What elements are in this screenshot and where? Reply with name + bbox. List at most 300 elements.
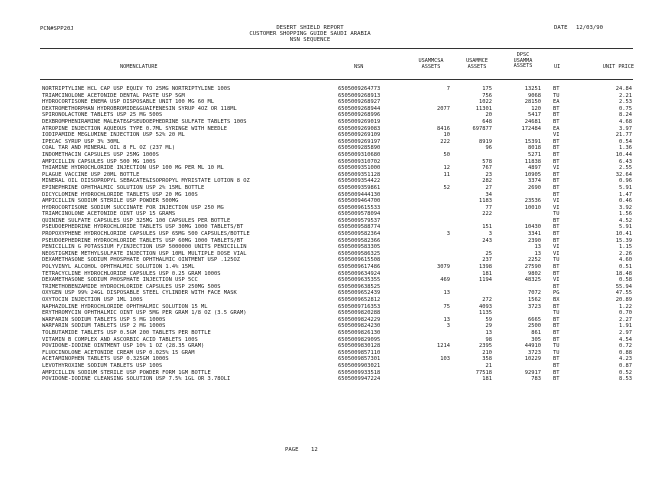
unit-price-cell: 47.55 [615,290,632,297]
unit-of-issue-cell: VI [553,204,560,211]
unit-of-issue-cell: TU [553,92,560,99]
usammce-assets-cell: 181 [482,270,492,277]
col-header-nomenclature: NOMENCLATURE [120,64,158,70]
table-row [0,119,651,126]
unit-price-cell: 24.84 [615,86,632,92]
table-row [0,132,651,139]
table-row [0,99,651,106]
unit-of-issue-cell: BT [553,145,560,152]
usammce-assets-cell: 98 [485,336,492,343]
nsn-cell: 6505009359861 [338,184,381,191]
unit-price-cell: 5.91 [619,184,632,191]
unit-price-cell: 0.72 [619,343,632,350]
nomenclature-cell: PLAGUE VACCINE USP 20ML BOTTLE [42,171,140,178]
dpsc-assets-cell: 1562 [528,297,541,303]
nomenclature-cell: LEVOTHYROXINE SODIUM TABLETS USP 100S [42,362,163,369]
table-row [0,297,651,304]
dpsc-assets-cell: 5417 [528,112,541,119]
table-row [0,350,651,357]
table-row [0,231,651,238]
nomenclature-cell: DEXTROMETHORPHAN HYDROBROMIDE&GUAIFENESIN SYRUP 4OZ OR 118ML [42,105,237,112]
unit-of-issue-cell: BT [553,217,560,224]
nsn-cell: 6505009716353 [338,303,381,310]
usammce-assets-cell: 4093 [479,303,492,310]
nsn-cell: 6505009586325 [338,250,381,257]
unit-price-cell: 4.54 [619,336,632,343]
table-row [0,290,651,297]
nsn-cell: 6505009829095 [338,336,381,343]
usammcsa-assets-cell: 75 [443,303,450,310]
usammce-assets-cell: 210 [482,349,492,356]
table-row [0,376,651,383]
dpsc-assets-cell: 3723 [528,349,541,356]
usammce-assets-cell: 59 [485,316,492,323]
nsn-cell: 6505009903021 [338,362,381,369]
table-row [0,106,651,113]
unit-of-issue-cell: BT [553,316,560,323]
dpsc-assets-cell: 10010 [524,204,541,211]
nomenclature-cell: TRIAMCINOLONE ACETONIDE OINT USP 15 GRAMS [42,211,176,218]
unit-price-cell: 2.97 [619,329,632,336]
dpsc-assets-cell: 13 [534,250,541,257]
nomenclature-cell: NAPHAZOLINE HYDROCHLORIDE OPHTHALMIC SOLUTION 15 ML [42,303,208,310]
usammcsa-assets-cell: 3 [446,231,450,238]
table-row [0,178,651,185]
usammce-assets-cell: 151 [482,224,492,231]
table-row [0,211,651,218]
unit-of-issue-cell: BT [553,184,560,191]
nomenclature-cell: POVIDONE-IODINE CLEANSING SOLUTION USP 7.5% 1GL OR 3.78OLI [42,376,231,383]
nsn-cell: 6505009582364 [338,231,381,238]
unit-price-cell: 1.91 [619,323,632,330]
unit-price-cell: 8.24 [619,112,632,119]
dpsc-assets-cell: 44910 [524,343,541,350]
usammce-assets-cell: 34 [485,191,492,198]
col-header-ui: UI [554,64,561,70]
usammcsa-assets-cell: 1214 [437,343,450,350]
usammce-assets-cell: 96 [485,145,492,152]
col-header-dpsc: DPSC USAMMA ASSETS [513,52,533,70]
nomenclature-cell: POVIDONE-IODINE OINTMENT USP 10% 1 OZ (28.35 GRAM) [42,343,205,350]
nomenclature-cell: TRIAMCINOLONE ACETONIDE DENTAL PASTE USP 5GM [42,92,185,99]
usammcsa-assets-cell: 469 [440,277,450,284]
unit-price-cell: 21.77 [615,132,632,139]
unit-of-issue-cell: BT [553,112,560,119]
usammcsa-assets-cell: 12 [443,165,450,172]
unit-of-issue-cell: BT [553,323,560,330]
unit-price-cell: 0.87 [619,362,632,369]
table-row [0,304,651,311]
nomenclature-cell: TOLBUTAMIDE TABLETS USP 0.5GM 200 TABLETS PER BOTTLE [42,329,211,336]
nsn-cell: 6505009583305 [338,244,381,251]
unit-price-cell: 4.60 [619,257,632,264]
unit-price-cell: 1.56 [619,211,632,218]
unit-of-issue-cell: VI [553,244,560,251]
unit-price-cell: 8.53 [619,376,632,383]
nomenclature-cell: PSEUDOEPHEDRINE HYDROCHLORIDE TABLETS USP 60MG 1000 TABLETS/BT [42,237,244,244]
usammce-assets-cell: 77518 [475,369,492,376]
unit-of-issue-cell: BT [553,86,560,92]
usammce-assets-cell: 767 [482,165,492,172]
nsn-cell: 6505009617486 [338,264,381,271]
page-label: PAGE [285,447,299,453]
dpsc-assets-cell: 2500 [528,323,541,330]
usammce-assets-cell: 181 [482,376,492,383]
unit-price-cell: 15.39 [615,237,632,244]
unit-of-issue-cell: VI [553,250,560,257]
unit-price-cell: 0.46 [619,198,632,205]
unit-of-issue-cell: BT [553,178,560,185]
usammce-assets-cell: 358 [482,356,492,363]
unit-of-issue-cell: BT [553,329,560,336]
unit-price-cell: 2.21 [619,92,632,99]
nomenclature-cell: OXYGEN USP 99% 24GL DISPOSABLE STEEL CYLINDER WITH FACE MASK [42,290,237,297]
unit-price-cell: 55.94 [615,283,632,290]
nsn-cell: 6505009578094 [338,211,381,218]
table-row [0,86,651,93]
nomenclature-cell: COAL TAR AND MINERAL OIL 8 FL OZ (237 ML) [42,145,176,152]
table-row [0,172,651,179]
unit-of-issue-cell: VI [553,165,560,172]
nomenclature-cell: DEXAMETHASONE SODIUM PHOSPHATE INJECTION USP 5CC [42,277,198,284]
usammce-assets-cell: 13 [485,329,492,336]
usammcsa-assets-cell: 50 [443,151,450,158]
table-row [0,363,651,370]
nsn-cell: 6505009652439 [338,290,381,297]
nsn-cell: 6505009268996 [338,112,381,119]
nsn-cell: 6505009824230 [338,323,381,330]
nomenclature-cell: ACETAMINOPHEN TABLETS USP 0.325GM 1000S [42,356,169,363]
nomenclature-cell: AMPICILLIN CAPSULES USP 500 MG 100S [42,158,156,165]
table-row [0,165,651,172]
nomenclature-cell: DEXAMETHASONE SODIUM PHOSPHATE OPHTHALMIC OINTMENT USP .125OZ [42,257,240,264]
item-table [0,86,651,383]
nsn-cell: 6505009269197 [338,138,381,145]
date-label: DATE [554,25,568,31]
dpsc-assets-cell: 11838 [524,158,541,165]
unit-price-cell: 0.54 [619,138,632,145]
unit-of-issue-cell: EA [553,99,560,106]
page-number: 12 [311,447,318,453]
usammcsa-assets-cell: 10 [443,132,450,139]
dpsc-assets-cell: 5271 [528,151,541,158]
usammce-assets-cell: 648 [482,118,492,125]
nomenclature-cell: PROPOXYPHENE HYDROCHLORIDE CAPSULES USP 65MG 500 CAPSULES/BOTTLE [42,231,250,238]
unit-price-cell: 1.36 [619,145,632,152]
nomenclature-cell: PSEUDOEPHEDRINE HYDROCHLORIDE TABLETS USP 30MG 1000 TABLETS/BT [42,224,244,231]
nsn-cell: 6505009857110 [338,349,381,356]
nomenclature-cell: PENICILLIN G POTASSIUM F/INJECTION USP 5000000 UNITS PENICILLIN [42,244,247,251]
nsn-cell: 6505009310680 [338,151,381,158]
usammcsa-assets-cell: 3079 [437,264,450,271]
usammcsa-assets-cell: 103 [440,356,450,363]
dpsc-assets-cell: 2690 [528,184,541,191]
unit-price-cell: 18.48 [615,270,632,277]
table-row [0,317,651,324]
usammce-assets-cell: 1135 [479,310,492,317]
usammce-assets-cell: 8919 [479,138,492,145]
unit-of-issue-cell: TU [553,211,560,218]
unit-of-issue-cell: VI [553,277,560,284]
nsn-cell: 6505009269109 [338,132,381,139]
col-header-usammce: USAMMCE ASSETS [466,58,488,70]
nsn-cell: 6505009354422 [338,178,381,185]
usammce-assets-cell: 29 [485,323,492,330]
unit-price-cell: 6.43 [619,158,632,165]
unit-of-issue-cell: BT [553,283,560,290]
nomenclature-cell: FLUOCINOLONE ACETONIDE CREAM USP 0.025% 15 GRAM [42,349,195,356]
unit-of-issue-cell: EA [553,125,560,132]
unit-of-issue-cell: BT [553,303,560,310]
nomenclature-cell: IODIPAMIDE MEGLUMINE INJECTION USP 52% 20 ML [42,132,185,139]
unit-price-cell: 5.91 [619,224,632,231]
table-row [0,343,651,350]
usammce-assets-cell: 11301 [475,105,492,112]
usammce-assets-cell: 27 [485,184,492,191]
nsn-cell: 6505009652812 [338,297,381,303]
col-header-nsn: NSN [354,64,364,70]
dpsc-assets-cell: 24681 [524,118,541,125]
table-row [0,218,651,225]
nsn-cell: 6505009444130 [338,191,381,198]
nsn-cell: 6505009826130 [338,329,381,336]
unit-price-cell: 2.27 [619,316,632,323]
usammce-assets-cell: 23 [485,171,492,178]
unit-of-issue-cell: VI [553,132,560,139]
table-row [0,330,651,337]
table-row [0,284,651,291]
dpsc-assets-cell: 15391 [524,138,541,145]
usammce-assets-cell: 237 [482,257,492,264]
dpsc-assets-cell: 10430 [524,224,541,231]
nomenclature-cell: AMPICILLIN SODIUM STERILE USP POWDER 500MG [42,198,179,205]
unit-of-issue-cell: TU [553,349,560,356]
unit-of-issue-cell: BT [553,369,560,376]
table-row [0,251,651,258]
dpsc-assets-cell: 4897 [528,165,541,172]
dpsc-assets-cell: 23536 [524,198,541,205]
nomenclature-cell: OXYTOCIN INJECTION USP 1ML 100S [42,297,143,303]
unit-price-cell: 0.51 [619,264,632,271]
unit-price-cell: 0.52 [619,369,632,376]
unit-of-issue-cell: TU [553,257,560,264]
dpsc-assets-cell: 10229 [524,356,541,363]
unit-price-cell: 0.88 [619,349,632,356]
usammce-assets-cell: 1398 [479,264,492,271]
unit-price-cell: 4.68 [619,118,632,125]
unit-price-cell: 3.97 [619,125,632,132]
table-row [0,370,651,377]
dpsc-assets-cell: 861 [531,329,541,336]
nsn-cell: 6505009857301 [338,356,381,363]
unit-price-cell: 20.89 [615,297,632,303]
nsn-cell: 6505009285890 [338,145,381,152]
usammcsa-assets-cell: 7 [446,86,450,92]
unit-price-cell: 1.15 [619,244,632,251]
nsn-cell: 6505009268944 [338,105,381,112]
table-row [0,257,651,264]
col-header-unit-price: UNIT PRICE [602,64,634,70]
nomenclature-cell: POLYVINYL ALCOHOL OPHTHALMIC SOLUTION 1.4% 15ML [42,264,195,271]
dpsc-assets-cell: 13 [534,244,541,251]
nomenclature-cell: TRIMETHOBENZAMIDE HYDROCHLORIDE CAPSULES USP 250MG 500S [42,283,221,290]
unit-price-cell: 0.70 [619,310,632,317]
table-row [0,244,651,251]
dpsc-assets-cell: 2390 [528,237,541,244]
usammce-assets-cell: 21 [485,362,492,369]
usammce-assets-cell: 282 [482,178,492,185]
nsn-cell: 6505009269019 [338,118,381,125]
dpsc-assets-cell: 28150 [524,99,541,106]
usammcsa-assets-cell: 222 [440,138,450,145]
report-title: DESERT SHIELD REPORT [276,25,344,31]
usammcsa-assets-cell: 8416 [437,125,450,132]
usammce-assets-cell: 1183 [479,198,492,205]
usammce-assets-cell: 756 [482,92,492,99]
nomenclature-cell: DICYCLOMINE HYDROCHLORIDE TABLETS USP 20 MG 100S [42,191,198,198]
usammcsa-assets-cell: 52 [443,184,450,191]
nsn-cell: 6505009464700 [338,198,381,205]
nomenclature-cell: HYDROCORTISONE SODIUM SUCCINATE FOR INJECTION USP 250 MG [42,204,224,211]
unit-of-issue-cell: BT [553,171,560,178]
nomenclature-cell: WARFARIN SODIUM TABLETS USP 2 MG 1000S [42,323,166,330]
table-row [0,185,651,192]
table-row [0,159,651,166]
nomenclature-cell: NEOSTIGMINE METHYLSULFATE INJECTION USP 10ML MULTIPLE DOSE VIAL [42,250,247,257]
unit-of-issue-cell: BT [553,118,560,125]
dpsc-assets-cell: 48325 [524,277,541,284]
nomenclature-cell: ERYTHROMYCIN OPHTHALMIC OINT USP 5MG PER GRAM 1/8 OZ (3.5 GRAM) [42,310,247,317]
dpsc-assets-cell: 27590 [524,264,541,271]
nsn-cell: 6505009268927 [338,99,381,106]
report-subtitle: CUSTOMER SHOPPING GUIDE SAUDI ARABIA [249,31,371,37]
nsn-cell: 6505009635355 [338,277,381,284]
table-row [0,205,651,212]
nsn-cell: 6505009264773 [338,86,381,92]
nsn-cell: 6505009615508 [338,257,381,264]
unit-of-issue-cell: BT [553,224,560,231]
unit-of-issue-cell: BT [553,376,560,383]
unit-price-cell: 10.44 [615,151,632,158]
dpsc-assets-cell: 172484 [521,125,541,132]
dpsc-assets-cell: 305 [531,336,541,343]
unit-price-cell: 2.53 [619,99,632,106]
nsn-cell: 6505009269083 [338,125,381,132]
nsn-cell: 6505009615533 [338,204,381,211]
table-row [0,238,651,245]
date-value: 12/03/90 [576,25,603,31]
usammce-assets-cell: 272 [482,297,492,303]
usammcsa-assets-cell: 13 [443,290,450,297]
table-row [0,198,651,205]
nomenclature-cell: VITAMIN B COMPLEX AND ASCORBIC ACID TABLETS 100S [42,336,198,343]
usammce-assets-cell: 1194 [479,277,492,284]
nomenclature-cell: THIAMINE HYDROCHLORIDE INJECTION USP 100 MG PER ML 10 ML [42,165,224,172]
dpsc-assets-cell: 2252 [528,257,541,264]
table-row [0,310,651,317]
unit-price-cell: 1.22 [619,303,632,310]
unit-of-issue-cell: BT [553,231,560,238]
unit-price-cell: 0.96 [619,178,632,185]
nomenclature-cell: MINERAL OIL DIISOPROPYL SEBACATE&ISOPROPYL MYRISTATE LOTION 8 OZ [42,178,250,185]
nomenclature-cell: EPINEPHRINE OPHTHALMIC SOLUTION USP 2% 15ML BOTTLE [42,184,205,191]
header-rule-top [40,48,633,49]
unit-of-issue-cell: VI [553,198,560,205]
nomenclature-cell: DEXBROMPHENIRAMINE MALEATE&PSEUDOEPHEDRINE SULFATE TABLETS 100S [42,118,247,125]
usammce-assets-cell: 25 [485,250,492,257]
unit-price-cell: 2.55 [619,165,632,172]
unit-price-cell: 4.52 [619,217,632,224]
unit-of-issue-cell: BT [553,336,560,343]
unit-price-cell: 2.26 [619,250,632,257]
usammce-assets-cell: 243 [482,237,492,244]
dpsc-assets-cell: 9068 [528,92,541,99]
nsn-cell: 6505009310702 [338,158,381,165]
nsn-cell: 6505009830128 [338,343,381,350]
table-row [0,224,651,231]
unit-of-issue-cell: TU [553,343,560,350]
nsn-cell: 6505009824229 [338,316,381,323]
dpsc-assets-cell: 8018 [528,145,541,152]
usammce-assets-cell: 3 [488,231,492,238]
table-row [0,356,651,363]
unit-of-issue-cell: BT [553,362,560,369]
nomenclature-cell: INDOMETHACIN CAPSULES USP 25MG 1000S [42,151,159,158]
unit-of-issue-cell: BX [553,297,560,303]
usammcsa-assets-cell: 11 [443,171,450,178]
table-row [0,264,651,271]
nsn-cell: 6505009638525 [338,283,381,290]
table-row [0,277,651,284]
nsn-cell: 6505009351128 [338,171,381,178]
usammce-assets-cell: 578 [482,158,492,165]
unit-of-issue-cell: BT [553,105,560,112]
dpsc-assets-cell: 9802 [528,270,541,277]
dpsc-assets-cell: 3341 [528,231,541,238]
table-row [0,126,651,133]
unit-price-cell: 0.75 [619,105,632,112]
nsn-cell: 6505009268913 [338,92,381,99]
table-row [0,271,651,278]
nsn-cell: 6505009820288 [338,310,381,317]
unit-of-issue-cell: BT [553,191,560,198]
usammce-assets-cell: 1022 [479,99,492,106]
table-row [0,145,651,152]
table-row [0,192,651,199]
dpsc-assets-cell: 783 [531,376,541,383]
nomenclature-cell: WARFARIN SODIUM TABLETS USP 5 MG 1000S [42,316,166,323]
dpsc-assets-cell: 3723 [528,303,541,310]
col-header-usammcsa: USAMMCSA ASSETS [418,58,444,70]
dpsc-assets-cell: 6665 [528,316,541,323]
report-id: PCN#SPP20J [40,26,74,32]
dpsc-assets-cell: 13251 [524,86,541,92]
dpsc-assets-cell: 3374 [528,178,541,185]
nomenclature-cell: AMPICILLIN SODIUM STERILE USP POWDER FORM 1GM BOTTLE [42,369,211,376]
table-row [0,139,651,146]
unit-of-issue-cell: TU [553,310,560,317]
usammcsa-assets-cell: 3 [446,323,450,330]
header-rule-bottom [40,79,633,80]
unit-of-issue-cell: BT [553,356,560,363]
usammce-assets-cell: 175 [482,86,492,92]
nomenclature-cell: SPIRONOLACTONE TABLETS USP 25 MG 500S [42,112,163,119]
unit-price-cell: 10.41 [615,231,632,238]
unit-price-cell: 4.23 [619,356,632,363]
nsn-cell: 6505009588774 [338,224,381,231]
nsn-cell: 6505009351000 [338,165,381,172]
table-row [0,152,651,159]
